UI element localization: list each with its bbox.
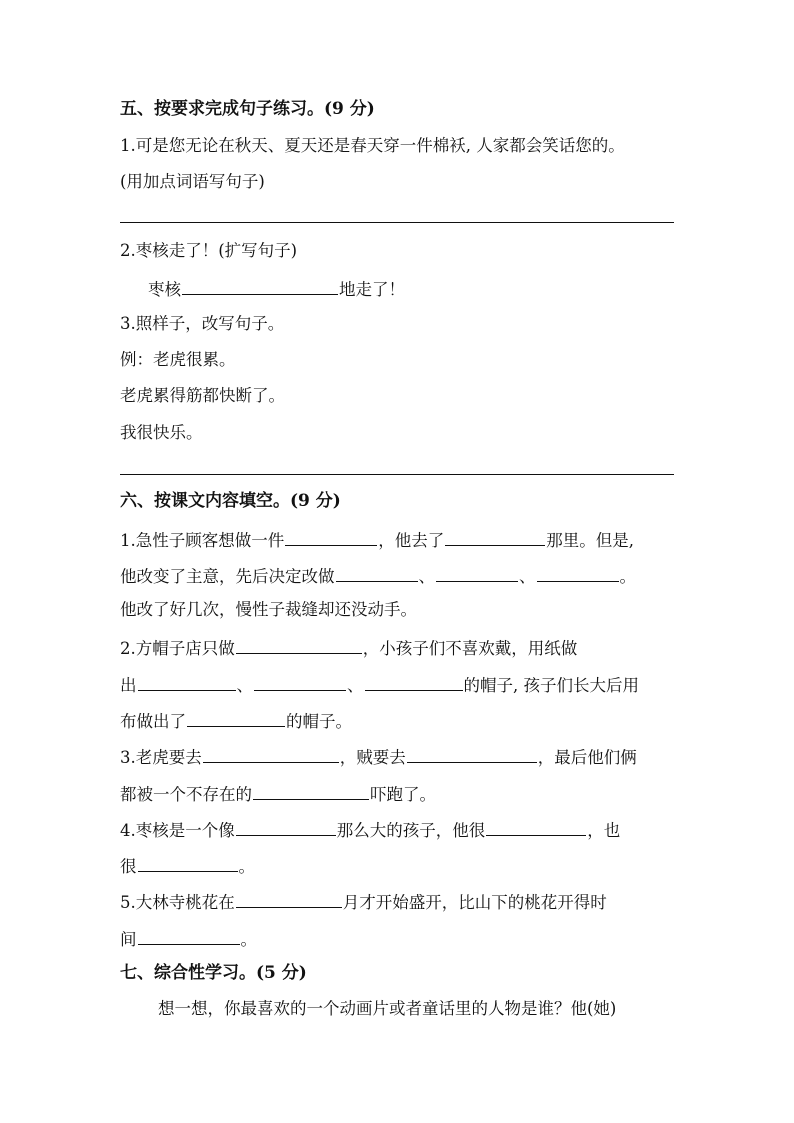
s6-q1-d: 他改变了主意，先后决定改做 [120,567,335,586]
s5-q2-blank[interactable] [182,276,338,295]
s6-q4-blank-3[interactable] [138,853,238,872]
s6-q1-b: ，他去了 [378,531,445,550]
s6-q4-line2 [120,853,255,878]
s6-q3-blank-1[interactable] [203,744,339,763]
s6-q2-b: ，小孩子们不喜欢戴，用纸做 [362,639,578,658]
s6-q2-c: 出 [120,676,137,695]
s6-q3-c: ，最后他们俩 [537,748,637,767]
s6-q1-blank-3[interactable] [336,563,418,582]
s6-q3-a: 3.老虎要去 [120,748,202,767]
s6-q4-d: 很 [120,857,137,876]
section-7-heading: 七、综合性学习。(5 分) [120,963,307,983]
s5-q3-example: 例：老虎很累。 [120,350,236,369]
s6-q5-b: 月才开始盛开，比山下的桃花开得时 [342,893,607,912]
s6-q3-d: 都被一个不存在的 [120,785,252,804]
s6-q2-e: 布做出了 [120,712,186,731]
s6-q2-d: 的帽子, 孩子们长大后用 [463,676,639,695]
s6-q3-e: 吓跑了。 [370,785,436,804]
s6-q5-blank-1[interactable] [236,889,342,908]
s5-q3-answer: 老虎累得筋都快断了。 [120,386,285,405]
s5-q3-answer-line[interactable] [120,474,674,475]
s6-q4-blank-2[interactable] [486,817,586,836]
s6-q2-blank-5[interactable] [187,708,285,727]
s6-q2-f: 的帽子。 [286,712,352,731]
s6-q3-blank-3[interactable] [253,781,369,800]
s6-q4-b: 那么大的孩子，他很 [336,821,486,840]
s6-q1-sep-1: 、 [418,567,435,586]
s6-q5-line2 [120,926,257,951]
s6-q1-sep-2: 、 [519,567,536,586]
section-5-heading: 五、按要求完成句子练习。(9 分) [120,99,375,119]
s6-q2-sep-1: 、 [236,676,253,695]
s6-q4-a: 4.枣核是一个像 [120,821,235,840]
s6-q5-a: 5.大林寺桃花在 [120,893,235,912]
s6-q1-a: 1.急性子顾客想做一件 [120,531,285,550]
s5-q3-text: 3.照样子，改写句子。 [120,314,285,333]
s6-q3-line2 [120,781,436,806]
s6-q2-blank-1[interactable] [236,635,362,654]
s5-q2-post: 地走了！ [339,280,405,299]
s5-q1-text: 1.可是您无论在秋天、夏天还是春天穿一件棉袄, 人家都会笑话您的。 [120,136,625,155]
s6-q1-blank-1[interactable] [285,527,377,546]
s6-q2-sep-2: 、 [347,676,364,695]
s6-q4-c: ，也 [587,821,621,840]
s6-q1-blank-2[interactable] [445,527,545,546]
s6-q1-blank-4[interactable] [436,563,518,582]
s6-q3-blank-2[interactable] [407,744,537,763]
s6-q4-e: 。 [238,857,255,876]
s6-q5-d: 。 [240,930,257,949]
s7-text: 想一想，你最喜欢的一个动画片或者童话里的人物是谁？他(她) [158,999,617,1018]
s6-q1-line1 [120,527,634,552]
section-6-heading: 六、按课文内容填空。(9 分) [120,491,341,511]
s6-q2-line3 [120,708,352,733]
s6-q5-c: 间 [120,930,137,949]
s6-q3-line1 [120,744,637,769]
s6-q1-c: 那里。但是, [546,531,634,550]
s6-q4-blank-1[interactable] [236,817,336,836]
s5-q2-pre: 枣核 [148,280,181,299]
s6-q2-line2 [120,672,639,697]
s6-q4-line1 [120,817,620,842]
s6-q2-blank-2[interactable] [138,672,236,691]
s5-q2-line [148,276,405,301]
s5-q1-note: (用加点词语写句子) [120,172,265,191]
s6-q1-blank-5[interactable] [537,563,619,582]
s6-q2-blank-3[interactable] [254,672,346,691]
s6-q2-blank-4[interactable] [365,672,463,691]
s6-q1-line2 [120,563,636,588]
s6-q2-a: 2.方帽子店只做 [120,639,235,658]
s5-q2-text: 2.枣核走了！(扩写句子) [120,241,298,260]
s5-q3-task: 我很快乐。 [120,423,203,442]
s6-q2-line1 [120,635,577,660]
s5-q1-answer-line[interactable] [120,222,674,223]
s6-q3-b: ，贼要去 [339,748,406,767]
s6-q1-line3: 他改了好几次，慢性子裁缝却还没动手。 [120,600,417,619]
s6-q5-blank-2[interactable] [138,926,240,945]
s6-q5-line1 [120,889,607,914]
s6-q1-end: 。 [619,567,636,586]
